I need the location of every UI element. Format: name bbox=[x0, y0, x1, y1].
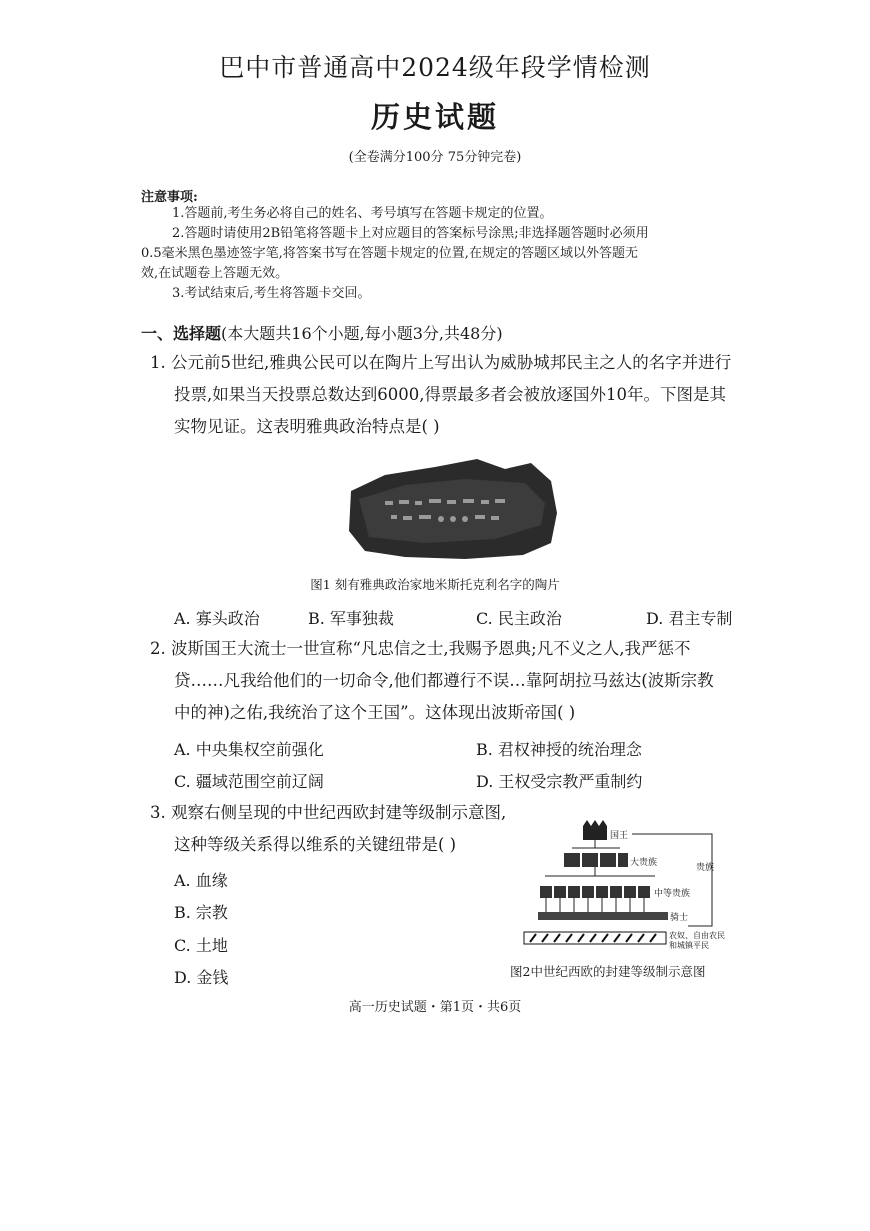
label-peasants-1: 农奴、自由农民 bbox=[669, 931, 725, 940]
king-crown-icon bbox=[583, 820, 607, 840]
q3-line: 这种等级关系得以维系的关键纽带是( ) bbox=[174, 835, 457, 854]
great-nobles-shields bbox=[564, 853, 628, 867]
page-footer: 高一历史试题・第1页・共6页 bbox=[348, 1000, 522, 1015]
label-knights: 骑士 bbox=[670, 913, 689, 923]
label-king: 国王 bbox=[610, 831, 629, 841]
label-peasants-2: 和城镇平民 bbox=[669, 941, 709, 950]
q1-option-b: B. 军事独裁 bbox=[308, 609, 394, 628]
pottery-shard-image bbox=[345, 455, 563, 561]
note-item: 1.答题前,考生务必将自己的姓名、考号填写在答题卡规定的位置。 bbox=[172, 206, 553, 221]
q2-option-c: C. 疆域范围空前辽阔 bbox=[174, 772, 324, 791]
note-item: 0.5毫米黑色墨迹签字笔,将答案书写在答题卡规定的位置,在规定的答题区域以外答题无 bbox=[141, 246, 638, 261]
feudal-hierarchy-diagram bbox=[520, 820, 750, 958]
q1-line: 实物见证。这表明雅典政治特点是( ) bbox=[174, 417, 440, 436]
q2-option-d: D. 王权受宗教严重制约 bbox=[476, 772, 643, 791]
figure2-caption: 图2中世纪西欧的封建等级制示意图 bbox=[510, 964, 706, 979]
note-item: 效,在试题卷上答题无效。 bbox=[141, 266, 289, 281]
q3-option-c: C. 土地 bbox=[174, 936, 228, 955]
note-item: 3.考试结束后,考生将答题卡交回。 bbox=[172, 286, 371, 301]
q3-line: 3. 观察右侧呈现的中世纪西欧封建等级制示意图, bbox=[150, 803, 507, 822]
score-info: (全卷满分100分 75分钟完卷) bbox=[348, 150, 522, 165]
figure1-caption: 图1 刻有雅典政治家地米斯托克利名字的陶片 bbox=[310, 577, 560, 592]
knight-links bbox=[546, 898, 644, 912]
q2-line: 中的神)之佑,我统治了这个王国”。这体现出波斯帝国( ) bbox=[174, 703, 576, 722]
knights-row bbox=[538, 912, 668, 920]
section-heading bbox=[141, 321, 503, 344]
q3-option-b: B. 宗教 bbox=[174, 903, 228, 922]
section-title: 一、选择题 bbox=[141, 324, 222, 343]
note-item: 2.答题时请使用2B铅笔将答题卡上对应题目的答案标号涂黑;非选择题答题时必须用 bbox=[172, 226, 649, 241]
notes-title: 注意事项: bbox=[141, 190, 198, 205]
q1-option-a: A. 寡头政治 bbox=[174, 609, 260, 628]
q3-option-a: A. 血缘 bbox=[174, 871, 228, 890]
q1-line: 1. 公元前5世纪,雅典公民可以在陶片上写出认为威胁城邦民主之人的名字并进行 bbox=[150, 353, 732, 372]
q1-option-d: D. 君主专制 bbox=[646, 609, 733, 628]
q2-option-a: A. 中央集权空前强化 bbox=[174, 740, 324, 759]
q1-line: 投票,如果当天投票总数达到6000,得票最多者会被放逐国外10年。下图是其 bbox=[174, 385, 726, 404]
label-great-nobles: 大贵族 bbox=[630, 858, 658, 868]
exam-subject-title: 历史试题 bbox=[370, 100, 499, 134]
label-middle-nobles: 中等贵族 bbox=[654, 889, 691, 899]
section-desc: (本大题共16个小题,每小题3分,共48分) bbox=[221, 324, 503, 343]
q2-line: 贷……凡我给他们的一切命令,他们都遵行不误…靠阿胡拉马兹达(波斯宗教 bbox=[174, 671, 714, 690]
q2-option-b: B. 君权神授的统治理念 bbox=[476, 740, 642, 759]
q2-line: 2. 波斯国王大流士一世宣称“凡忠信之士,我赐予恩典;凡不义之人,我严惩不 bbox=[150, 639, 691, 658]
peasants-band bbox=[524, 932, 666, 944]
q1-option-c: C. 民主政治 bbox=[476, 609, 562, 628]
q3-option-d: D. 金钱 bbox=[174, 968, 229, 987]
label-nobility: 贵族 bbox=[696, 863, 715, 873]
exam-school-title: 巴中市普通高中2024级年段学情检测 bbox=[219, 53, 651, 82]
middle-nobles-shields bbox=[540, 886, 650, 898]
